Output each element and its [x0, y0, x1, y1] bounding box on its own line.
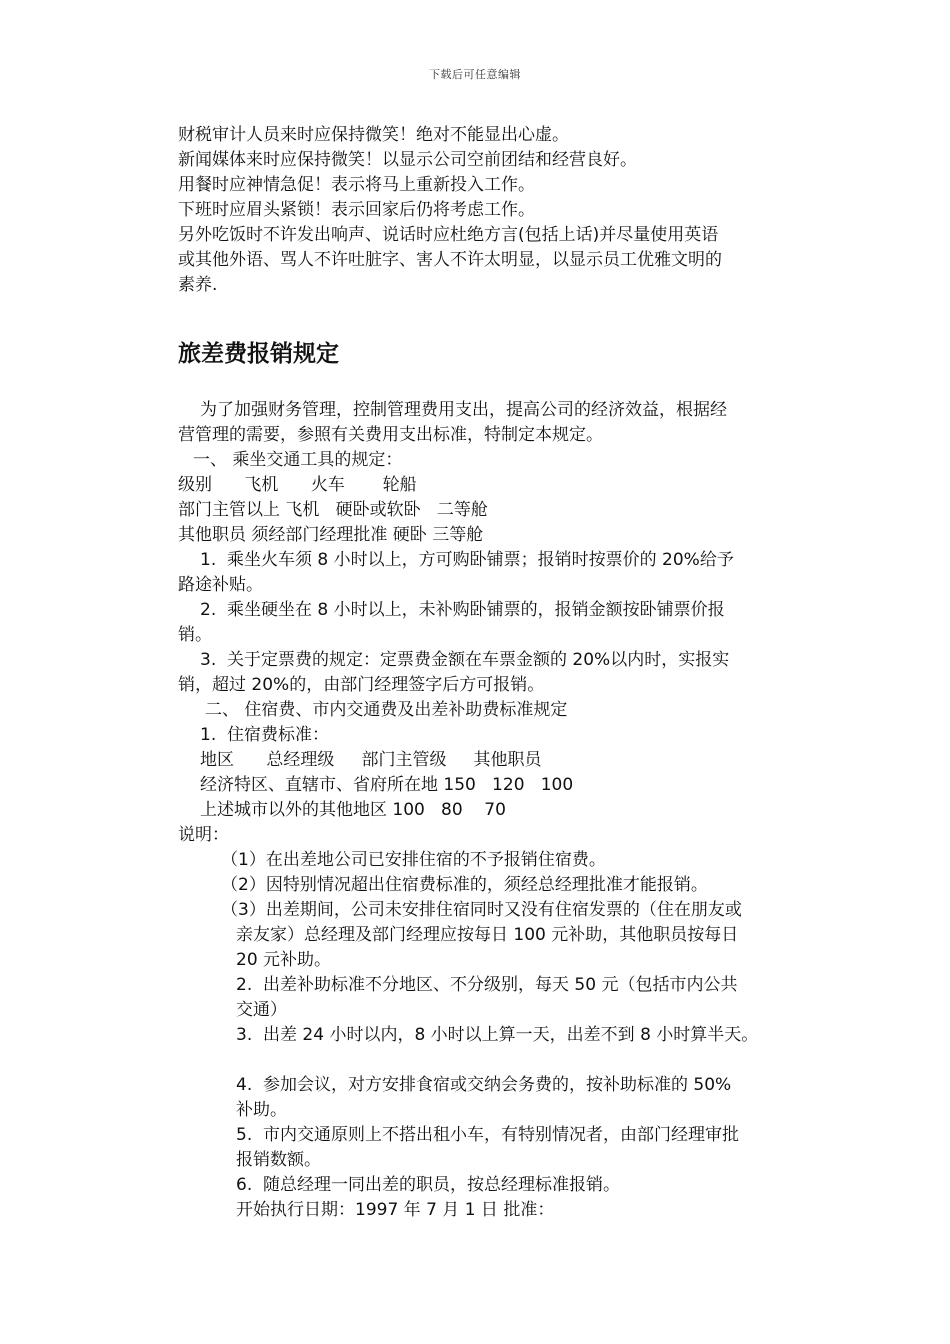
body-line: 经济特区、直辖市、省府所在地 150 120 100 [200, 775, 574, 795]
body-line: 开始执行日期：1997 年 7 月 1 日 批准： [236, 1200, 555, 1220]
body-line: 2. 乘坐硬坐在 8 小时以上，未补购卧铺票的，报销金额按卧铺票价报 [200, 600, 725, 620]
section-title: 旅差费报销规定 [178, 341, 339, 367]
body-line: 其他职员 须经部门经理批准 硬卧 三等舱 [178, 525, 484, 545]
body-line: 为了加强财务管理，控制管理费用支出，提高公司的经济效益，根据经 [200, 400, 727, 420]
page-header: 下载后可任意编辑 [429, 68, 521, 81]
body-line: （2）因特别情况超出住宿费标准的，须经总经理批准才能报销。 [221, 875, 708, 895]
body-line: 6. 随总经理一同出差的职员，按总经理标准报销。 [236, 1175, 621, 1195]
intro-line: 或其他外语、骂人不许吐脏字、害人不许太明显，以显示员工优雅文明的 [178, 250, 722, 270]
section-heading: 一、 乘坐交通工具的规定： [193, 450, 403, 470]
body-line: 部门主管以上 飞机 硬卧或软卧 二等舱 [178, 500, 488, 520]
body-line: 补助。 [236, 1100, 287, 1120]
body-line: 地区 总经理级 部门主管级 其他职员 [200, 750, 542, 770]
body-line: 路途补贴。 [178, 575, 263, 595]
body-line: 亲友家）总经理及部门经理应按每日 100 元补助，其他职员按每日 [236, 925, 739, 945]
body-line: 上述城市以外的其他地区 100 80 70 [200, 800, 506, 820]
section-heading: 二、 住宿费、市内交通费及出差补助费标准规定 [205, 700, 568, 720]
intro-line: 素养. [178, 275, 218, 295]
body-line: 说明： [178, 825, 229, 845]
intro-line: 新闻媒体来时应保持微笑！以显示公司空前团结和经营良好。 [178, 150, 637, 170]
body-line: 营管理的需要，参照有关费用支出标准，特制定本规定。 [178, 425, 603, 445]
body-line: 2. 出差补助标准不分地区、不分级别，每天 50 元（包括市内公共 [236, 975, 738, 995]
body-line: 1. 住宿费标准： [200, 725, 330, 745]
body-line: 20 元补助。 [236, 950, 332, 970]
body-line: 级别 飞机 火车 轮船 [178, 475, 417, 495]
intro-line: 另外吃饭时不许发出响声、说话时应杜绝方言(包括上话)并尽量使用英语 [178, 225, 719, 245]
body-line: （3）出差期间，公司未安排住宿同时又没有住宿发票的（住在朋友或 [221, 900, 742, 920]
body-line: 销，超过 20%的，由部门经理签字后方可报销。 [178, 675, 545, 695]
body-line: （1）在出差地公司已安排住宿的不予报销住宿费。 [221, 850, 606, 870]
body-line: 销。 [178, 625, 212, 645]
body-line: 1. 乘坐火车须 8 小时以上，方可购卧铺票；报销时按票价的 20%给予 [200, 550, 734, 570]
body-line: 5. 市内交通原则上不搭出租小车，有特别情况者，由部门经理审批 [236, 1125, 740, 1145]
intro-line: 用餐时应神情急促！表示将马上重新投入工作。 [178, 175, 535, 195]
body-line: 3. 关于定票费的规定：定票费金额在车票金额的 20%以内时，实报实 [200, 650, 730, 670]
intro-line: 财税审计人员来时应保持微笑！绝对不能显出心虚。 [178, 125, 569, 145]
body-line: 报销数额。 [236, 1150, 321, 1170]
body-line: 4. 参加会议，对方安排食宿或交纳会务费的，按补助标准的 50% [236, 1075, 732, 1095]
intro-line: 下班时应眉头紧锁！表示回家后仍将考虑工作。 [178, 200, 535, 220]
body-line: 交通） [236, 1000, 287, 1020]
body-line: 3. 出差 24 小时以内，8 小时以上算一天，出差不到 8 小时算半天。 [236, 1025, 759, 1045]
